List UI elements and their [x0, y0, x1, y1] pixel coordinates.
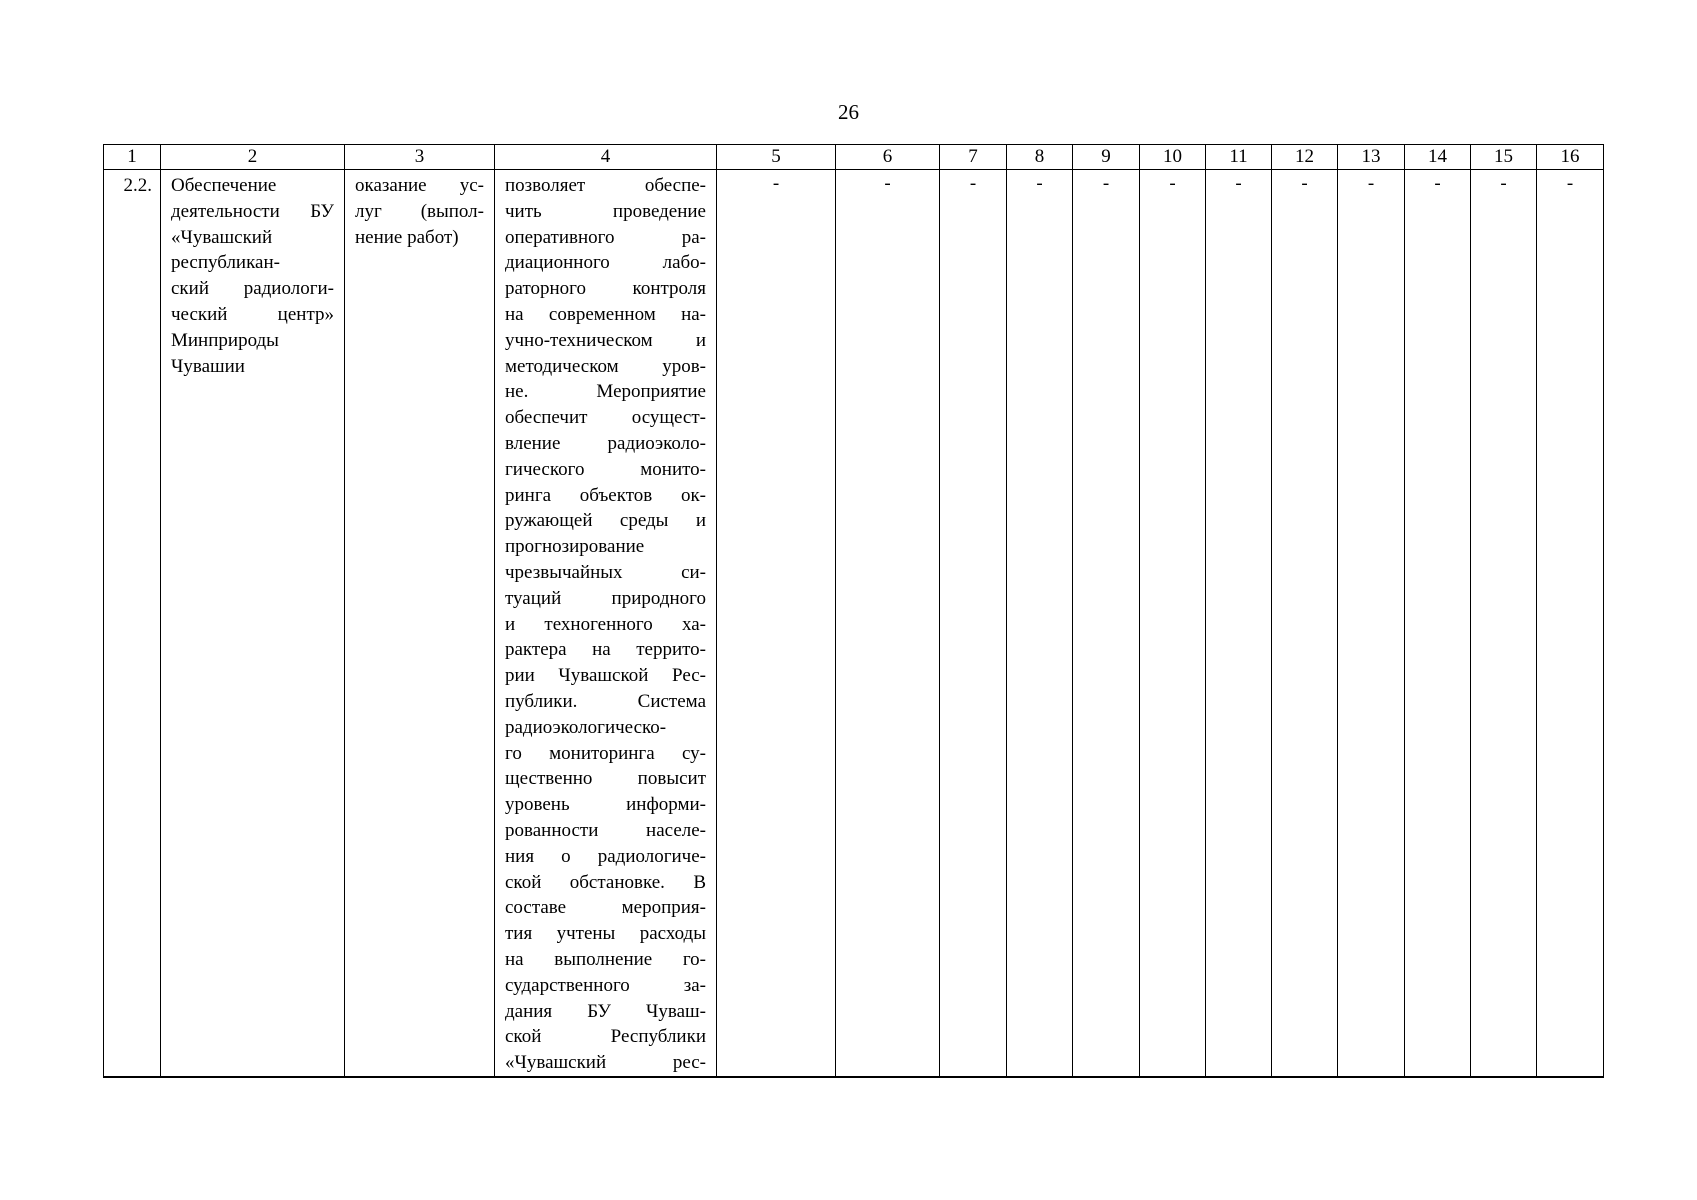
text-line: щественно повысит — [505, 768, 706, 790]
text-line: «Чувашский рес- — [505, 1052, 706, 1074]
header-cell: 6 — [836, 145, 940, 170]
text-line: деятельности БУ — [171, 200, 334, 222]
text-line: рованности населе- — [505, 819, 706, 841]
text-line: рии Чувашской Рес- — [505, 665, 706, 687]
header-cell: 14 — [1405, 145, 1471, 170]
text-line: позволяет обеспе- — [505, 175, 706, 196]
text-line: оказание ус- — [355, 175, 484, 196]
value-cell: - — [1007, 170, 1073, 1077]
header-cell: 10 — [1140, 145, 1206, 170]
text-line: прогнозирование — [505, 536, 645, 558]
text-line: вление радиоэколо- — [505, 432, 706, 454]
header-row — [104, 145, 1604, 170]
header-cell: 15 — [1471, 145, 1537, 170]
measure-type — [345, 170, 494, 250]
text-line: ской обстановке. В — [505, 871, 706, 893]
page-number: 26 — [838, 100, 859, 124]
measure-name — [161, 170, 344, 379]
text-line: чить проведение — [505, 200, 706, 222]
text-line: оперативного ра- — [505, 226, 706, 248]
header-cell: 13 — [1338, 145, 1405, 170]
table-row — [104, 170, 1604, 1077]
header-cell: 4 — [495, 145, 717, 170]
text-line: на выполнение го- — [505, 948, 706, 970]
text-line: ский радиологи- — [171, 278, 334, 300]
text-line: дания БУ Чуваш- — [505, 1000, 706, 1022]
text-line: сударственного за- — [505, 974, 706, 996]
text-line: ружающей среды и — [505, 510, 706, 532]
text-line: ческий центр» — [171, 303, 334, 325]
value-cell: - — [717, 170, 836, 1077]
text-line: «Чувашский — [171, 226, 273, 248]
text-line: го мониторинга су- — [505, 742, 706, 764]
text-line: обеспечит осущест- — [505, 407, 706, 429]
header-cell: 7 — [940, 145, 1007, 170]
value-cell: - — [1537, 170, 1604, 1077]
text-line: диационного лабо- — [505, 252, 706, 274]
value-cell: - — [1405, 170, 1471, 1077]
value-cell: - — [1073, 170, 1140, 1077]
value-cell: - — [1206, 170, 1272, 1077]
text-line: уровень информи- — [505, 794, 706, 816]
value-cell: - — [1338, 170, 1405, 1077]
measure-name-cell — [161, 170, 345, 1077]
header-cell: 8 — [1007, 145, 1073, 170]
value-cell: - — [1272, 170, 1338, 1077]
text-line: республикан- — [171, 252, 280, 274]
header-cell: 5 — [717, 145, 836, 170]
value-cell: - — [836, 170, 940, 1077]
text-line: ской Республики — [505, 1026, 706, 1048]
value-cell: - — [1471, 170, 1537, 1077]
text-line: тия учтены расходы — [505, 923, 706, 945]
value-cell: - — [940, 170, 1007, 1077]
text-line: чрезвычайных си- — [505, 561, 706, 583]
text-line: не. Мероприятие — [505, 381, 706, 403]
measures-table — [103, 144, 1604, 1078]
header-cell: 9 — [1073, 145, 1140, 170]
text-line: учно-техническом и — [505, 329, 706, 351]
text-line: составе мероприя- — [505, 897, 706, 919]
header-cell: 1 — [104, 145, 161, 170]
text-line: раторного контроля — [505, 278, 706, 300]
measure-type-cell — [345, 170, 495, 1077]
value-cell: - — [1140, 170, 1206, 1077]
measure-description-cell — [495, 170, 717, 1077]
text-line: радиоэкологическо- — [505, 716, 667, 738]
text-line: Чувашии — [171, 355, 245, 377]
text-line: на современном на- — [505, 303, 706, 325]
text-line: методическом уров- — [505, 355, 706, 377]
text-line: и техногенного ха- — [505, 613, 706, 635]
text-line: Обеспечение — [171, 175, 277, 196]
text-line: луг (выпол- — [355, 200, 484, 222]
header-cell: 2 — [161, 145, 345, 170]
text-line: нение работ) — [355, 226, 459, 248]
header-cell: 3 — [345, 145, 495, 170]
text-line: туаций природного — [505, 587, 706, 609]
text-line: Минприроды — [171, 329, 279, 351]
header-cell: 11 — [1206, 145, 1272, 170]
measure-description — [495, 170, 716, 1076]
row-number: 2.2. — [104, 170, 161, 1077]
text-line: публики. Система — [505, 690, 706, 712]
text-line: ния о радиологиче- — [505, 845, 706, 867]
header-cell: 12 — [1272, 145, 1338, 170]
text-line: рактера на террито- — [505, 639, 706, 661]
header-cell: 16 — [1537, 145, 1604, 170]
text-line: ринга объектов ок- — [505, 484, 706, 506]
text-line: гического монито- — [505, 458, 706, 480]
